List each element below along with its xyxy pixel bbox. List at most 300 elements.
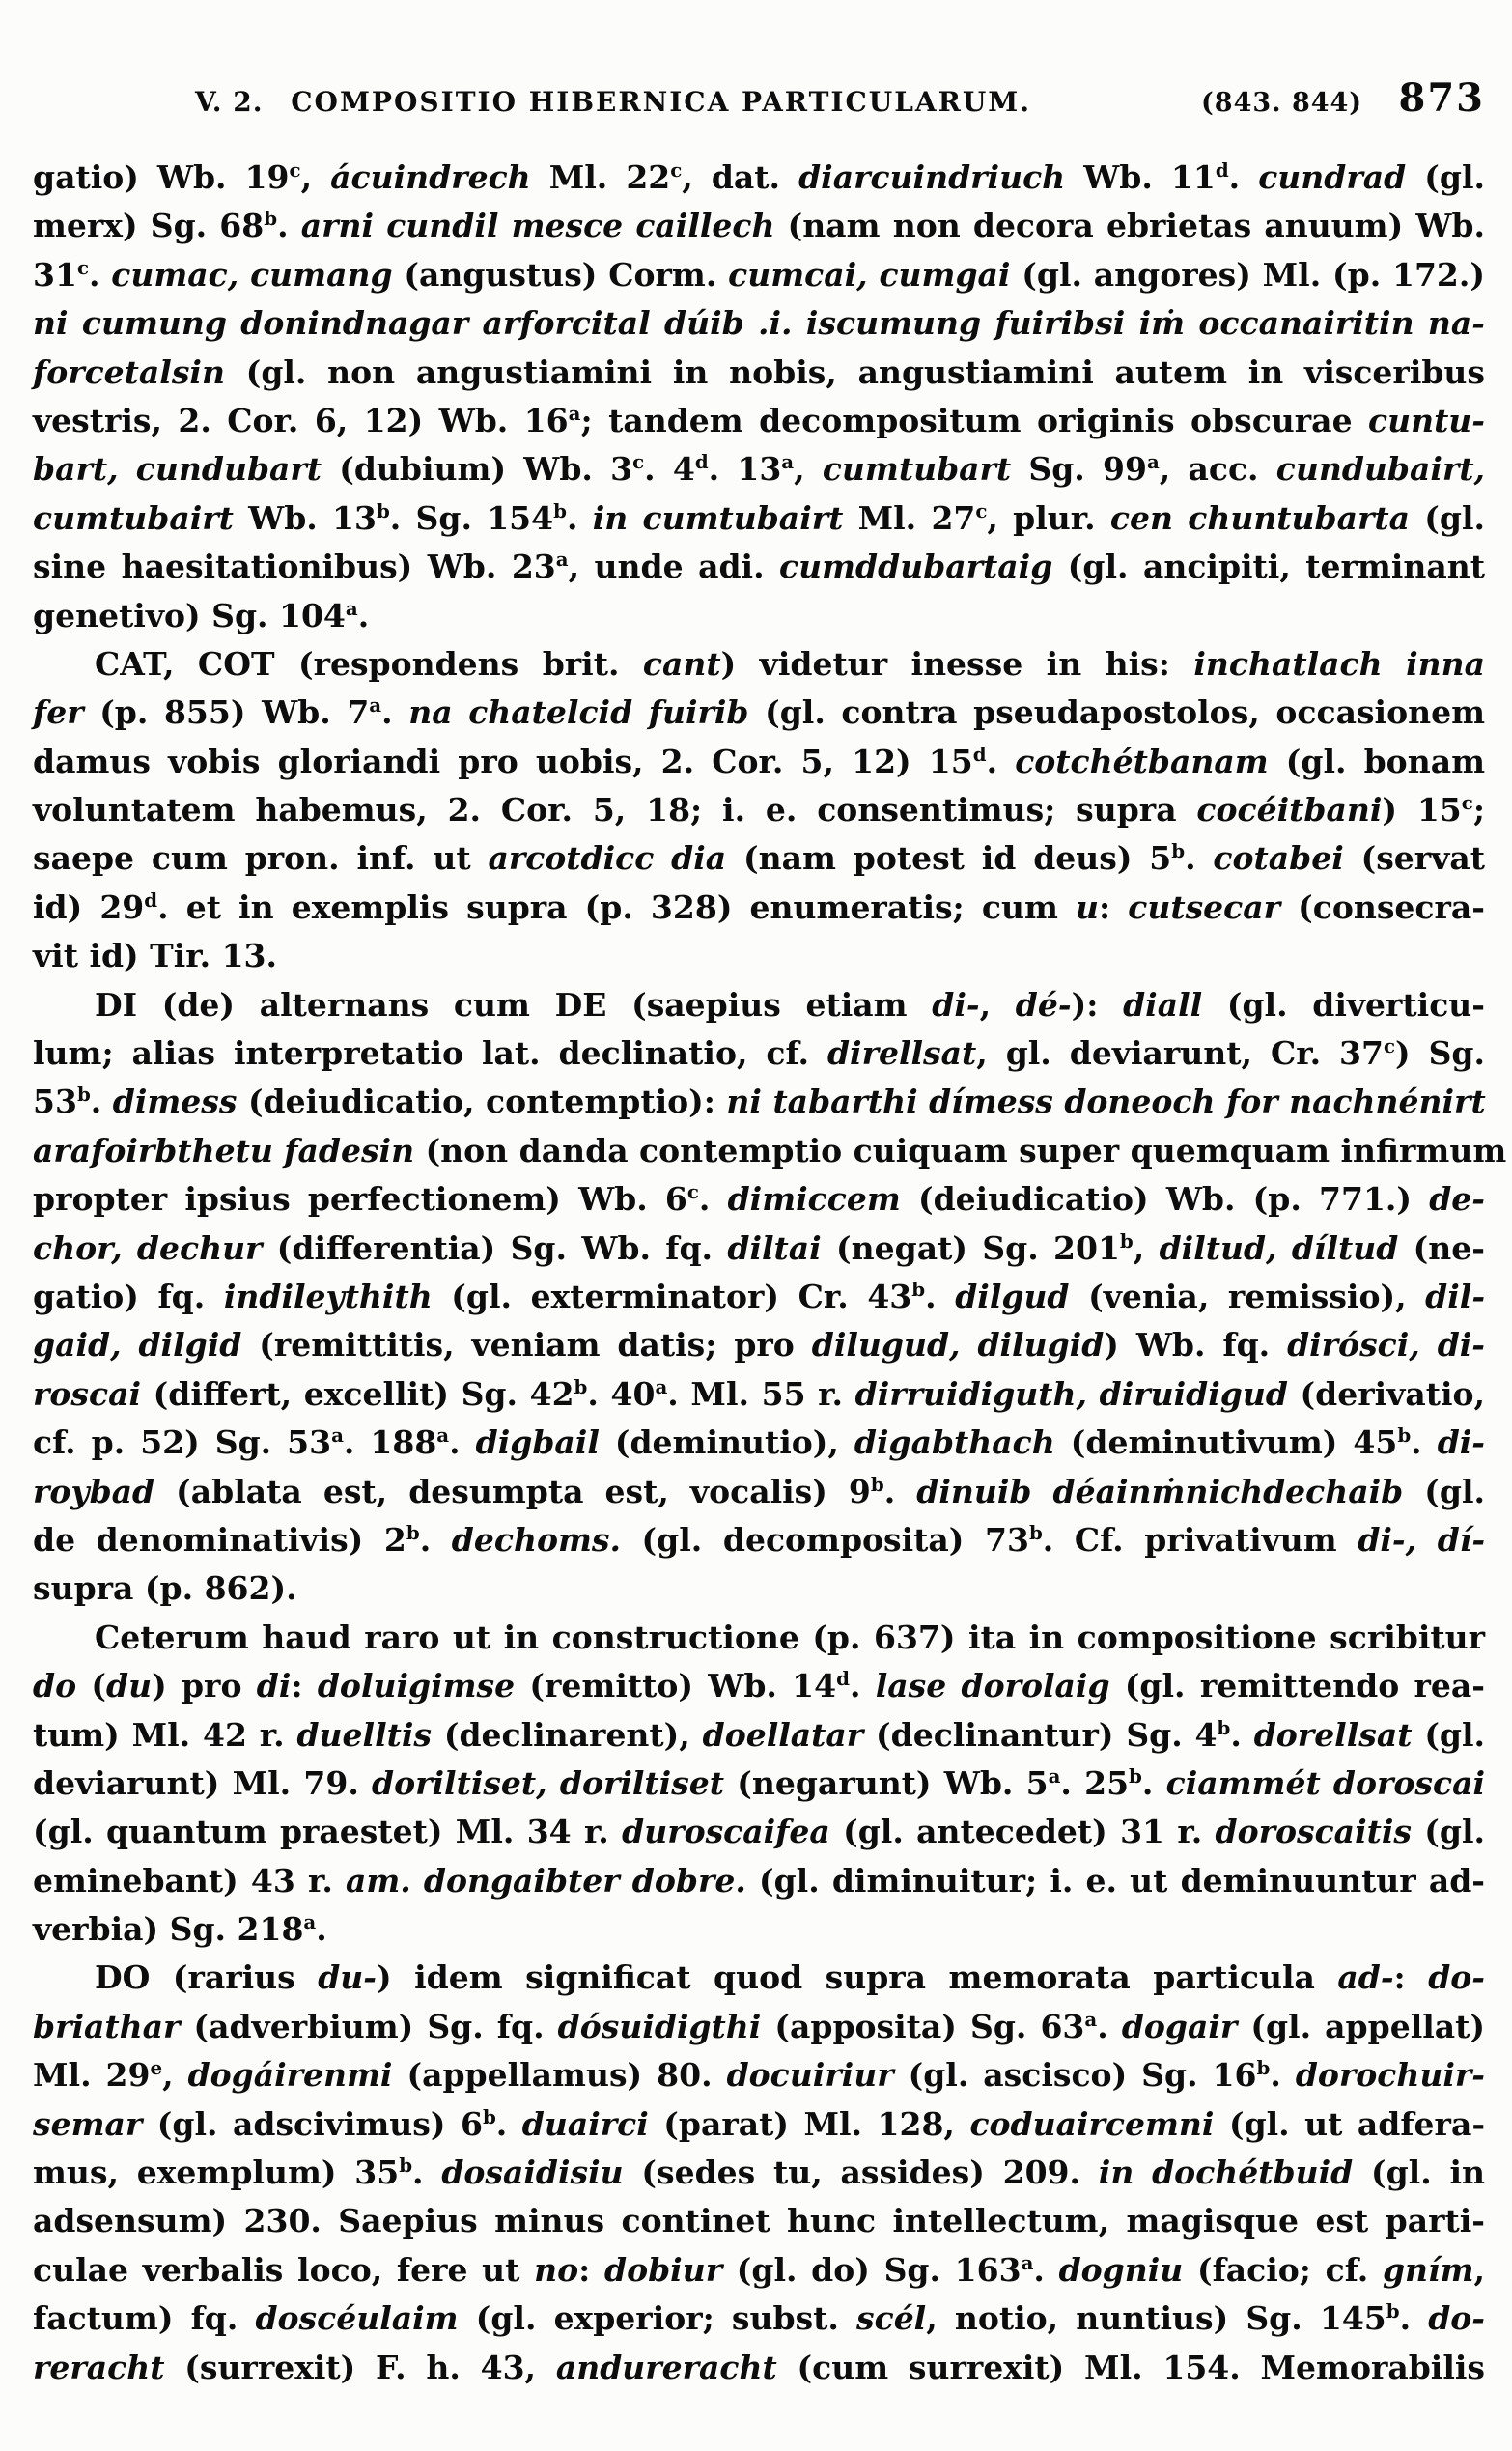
text-run: , xyxy=(794,450,823,489)
irish-term: coduaircemni xyxy=(969,2104,1215,2143)
irish-term: in dochétbuid xyxy=(1098,2154,1354,2192)
irish-term: ácuindrech xyxy=(330,158,531,196)
running-title: COMPOSITIO HIBERNICA PARTICULARUM. xyxy=(291,86,1032,118)
section-label: V. 2. xyxy=(194,86,264,118)
text-run: . xyxy=(277,207,301,245)
text-run: . Cf. privativum xyxy=(1042,1520,1358,1559)
text-run: (ablata est, desumpta est, vocalis) 9 xyxy=(154,1472,871,1510)
irish-term: doriltiset, doriltiset xyxy=(372,1763,725,1802)
text-line xyxy=(33,640,1485,689)
superscript-folio-letter: b xyxy=(1129,1763,1142,1788)
text-line xyxy=(33,1273,1485,1321)
irish-term: ad- xyxy=(1337,1958,1394,1997)
superscript-folio-letter: b xyxy=(264,207,278,231)
text-run: verbia) Sg. 218 xyxy=(33,1910,304,1949)
irish-term: no xyxy=(534,2250,579,2289)
text-run: . xyxy=(1097,2007,1122,2045)
text-run: (ne- xyxy=(1398,1228,1485,1267)
text-run: (servat xyxy=(1343,839,1485,878)
text-run: mus, exemplum) 35 xyxy=(33,2154,400,2192)
text-run: (gl. do) Sg. 163 xyxy=(722,2250,1022,2289)
text-run: (nam potest id deus) 5 xyxy=(726,839,1172,878)
irish-term: cumtubart xyxy=(822,450,1012,489)
superscript-folio-letter: b xyxy=(574,1374,588,1398)
text-run: merx) Sg. 68 xyxy=(33,207,265,245)
irish-term: bart, cundubart xyxy=(33,450,322,489)
text-run: (gl. xyxy=(1410,498,1485,537)
text-run: (derivatio, xyxy=(1287,1374,1485,1413)
irish-term: dechoms. xyxy=(451,1520,621,1559)
superscript-folio-letter: a xyxy=(1021,2250,1034,2274)
irish-term: duroscaifea xyxy=(622,1813,830,1851)
text-run: (gl. contra pseudapostolos, occasionem xyxy=(748,693,1485,732)
text-run: (gl. bonam xyxy=(1268,742,1485,780)
superscript-folio-letter: b xyxy=(1217,1715,1231,1739)
text-run: ; tandem decompositum originis obscurae xyxy=(580,401,1368,439)
text-run: voluntatem habemus, 2. Cor. 5, 18; i. e. consentimus; supra xyxy=(33,791,1197,830)
text-run: vit id) Tir. 13. xyxy=(33,937,277,975)
superscript-folio-letter: b xyxy=(399,2154,413,2178)
text-run: Ceterum haud raro ut in constructione (p. 637) ita in compositione scribitur xyxy=(95,1618,1485,1656)
text-run: Wb. 13 xyxy=(233,498,377,537)
text-run: eminebant) 43 r. xyxy=(33,1861,346,1900)
text-run: (gl. appellat) xyxy=(1237,2007,1486,2045)
irish-term: diltud, díltud xyxy=(1159,1228,1399,1267)
text-line xyxy=(33,1225,1485,1273)
irish-term: cen chuntubarta xyxy=(1109,498,1411,537)
text-line xyxy=(33,1614,1485,1662)
superscript-folio-letter: a xyxy=(1084,2007,1098,2031)
text-line xyxy=(33,1564,1485,1613)
text-run: . xyxy=(412,2154,442,2192)
text-run: (appellamus) 80. xyxy=(392,2056,727,2095)
text-line xyxy=(33,689,1485,737)
superscript-folio-letter: b xyxy=(1119,1228,1134,1253)
text-line xyxy=(33,1468,1485,1516)
irish-term: am. dongaibter dobre. xyxy=(345,1861,746,1900)
text-run: id) 29 xyxy=(33,887,145,926)
text-run: , xyxy=(300,158,331,196)
irish-term: di xyxy=(256,1667,292,1705)
text-line xyxy=(33,2197,1485,2245)
text-run: (cum surrexit) Ml. 154. Memorabilis xyxy=(776,2348,1485,2386)
text-run: . xyxy=(1230,1715,1254,1754)
superscript-folio-letter: a xyxy=(655,1374,668,1398)
irish-term: reracht xyxy=(33,2348,165,2386)
text-run: . 40 xyxy=(587,1374,656,1413)
text-run: ) pro xyxy=(152,1667,257,1705)
text-run: deviarunt) Ml. 79. xyxy=(33,1763,373,1802)
text-run: . 25 xyxy=(1060,1763,1130,1802)
text-line xyxy=(33,1760,1485,1808)
irish-term: digabthach xyxy=(854,1423,1055,1462)
text-run: (remitto) Wb. 14 xyxy=(515,1667,837,1705)
superscript-folio-letter: b xyxy=(376,498,390,522)
text-line xyxy=(33,1857,1485,1905)
irish-term: dirruidiguth, diruidigud xyxy=(854,1374,1288,1413)
text-line xyxy=(33,1078,1485,1126)
text-run: (gl. diverticu- xyxy=(1202,985,1485,1024)
text-run: Ml. 22 xyxy=(530,158,671,196)
text-run: ) idem significat quod supra memorata particula xyxy=(376,1958,1338,1997)
text-run: saepe cum pron. inf. ut xyxy=(33,839,489,878)
body-text-block xyxy=(33,154,1507,2392)
text-line xyxy=(33,2246,1485,2295)
irish-term: na chatelcid fuirib xyxy=(408,693,749,732)
text-run: vestris, 2. Cor. 6, 12) Wb. 16 xyxy=(33,401,569,439)
text-run: tum) Ml. 42 r. xyxy=(33,1715,297,1754)
superscript-folio-letter: a xyxy=(303,1910,317,1934)
superscript-folio-letter: a xyxy=(1146,450,1160,474)
irish-term: dosaidisiu xyxy=(441,2154,624,2192)
irish-term: inchatlach inna xyxy=(1193,644,1485,683)
irish-term: cundrad xyxy=(1258,158,1407,196)
text-run: 31 xyxy=(33,255,77,294)
text-run: gatio) Wb. 19 xyxy=(33,158,290,196)
text-line xyxy=(33,397,1485,445)
irish-term: doellatar xyxy=(702,1715,864,1754)
text-run: . xyxy=(849,1667,876,1705)
text-run: (gl. ascisco) Sg. 16 xyxy=(893,2056,1257,2095)
text-line xyxy=(33,2100,1485,2149)
irish-term: dogáirenmi xyxy=(187,2056,393,2095)
irish-term: du xyxy=(106,1667,153,1705)
text-run: (gl. antecedet) 31 r. xyxy=(829,1813,1216,1851)
irish-term: scél xyxy=(856,2299,927,2338)
text-run: culae verbalis loco, fere ut xyxy=(33,2250,535,2289)
text-run: ( xyxy=(76,1667,106,1705)
text-line xyxy=(33,2003,1485,2051)
text-run: adsensum) 230. Saepius minus continet hunc intellectum, magisque est parti- xyxy=(33,2202,1485,2240)
superscript-folio-letter: a xyxy=(369,693,382,718)
irish-term: chor, dechur xyxy=(33,1228,263,1267)
page-header-right xyxy=(1201,75,1485,121)
text-run: (differt, excellit) Sg. 42 xyxy=(141,1374,574,1413)
text-run: (gl. diminuitur; i. e. ut deminuuntur ad- xyxy=(745,1861,1485,1900)
irish-term: dobiur xyxy=(604,2250,723,2289)
superscript-folio-letter: c xyxy=(1383,1034,1396,1058)
text-run: . xyxy=(925,1277,956,1315)
irish-term: duelltis xyxy=(296,1715,432,1754)
text-run: . xyxy=(419,1520,452,1559)
superscript-folio-letter: b xyxy=(482,2104,496,2128)
irish-term: cumddubartaig xyxy=(779,548,1053,586)
text-run: (gl. non angustiamini in nobis, angustiamini autem in visceribus xyxy=(224,352,1485,391)
irish-term: in cumtubairt xyxy=(592,498,844,537)
text-run: . Ml. 55 r. xyxy=(667,1374,855,1413)
irish-term: du- xyxy=(318,1958,377,1997)
superscript-folio-letter: b xyxy=(1386,2299,1400,2324)
text-run: . xyxy=(1033,2250,1059,2289)
text-run: . xyxy=(357,596,370,634)
irish-term: indileythith xyxy=(223,1277,433,1315)
irish-term: u xyxy=(1075,887,1099,926)
text-run: DO (rarius xyxy=(95,1958,319,1997)
text-line xyxy=(33,981,1485,1029)
irish-term: diarcuindriuch xyxy=(798,158,1066,196)
irish-term: andureracht xyxy=(555,2348,777,2386)
text-line xyxy=(33,834,1485,883)
superscript-folio-letter: d xyxy=(836,1667,850,1691)
text-run: . xyxy=(566,498,593,537)
irish-term: doscéulaim xyxy=(255,2299,459,2338)
text-line xyxy=(33,251,1485,299)
text-run: (deiudicatio, contemptio): xyxy=(237,1083,727,1121)
text-run: (gl. xyxy=(1411,1813,1486,1851)
irish-term: di- xyxy=(932,985,980,1024)
superscript-folio-letter: b xyxy=(1256,2056,1271,2080)
irish-term: dimiccem xyxy=(727,1180,901,1219)
text-run: ) Wb. fq. xyxy=(1104,1326,1288,1365)
text-run: (surrexit) F. h. 43, xyxy=(164,2348,556,2386)
superscript-folio-letter: c xyxy=(670,158,683,182)
irish-term: arafoirbthetu fadesin xyxy=(33,1131,415,1169)
superscript-folio-letter: c xyxy=(76,255,89,279)
text-run: (p. 855) Wb. 7 xyxy=(83,693,370,732)
irish-term: roscai xyxy=(33,1374,141,1413)
text-line xyxy=(33,349,1485,397)
text-run: damus vobis gloriandi pro uobis, 2. Cor. 5, 12) 15 xyxy=(33,742,973,780)
text-run: (adverbium) Sg. fq. xyxy=(180,2007,558,2045)
irish-term: lase dorolaig xyxy=(875,1667,1110,1705)
text-run: (gl. xyxy=(1412,1715,1486,1754)
text-run: . xyxy=(1141,1763,1166,1802)
text-line xyxy=(33,1711,1485,1760)
text-run: (gl. quantum praestet) Ml. 34 r. xyxy=(33,1813,623,1851)
irish-term: doroscaitis xyxy=(1215,1813,1412,1851)
text-run: . xyxy=(88,255,112,294)
text-run: DI (de) alternans cum DE (saepius etiam xyxy=(95,985,933,1024)
irish-term: dirósci, di- xyxy=(1287,1326,1485,1365)
text-line xyxy=(33,494,1485,543)
text-run: , unde adi. xyxy=(568,548,780,586)
superscript-folio-letter: a xyxy=(331,1423,344,1448)
text-line xyxy=(33,2295,1485,2343)
superscript-folio-letter: a xyxy=(555,548,569,572)
text-run: lum; alias interpretatio lat. declinatio, cf. xyxy=(33,1034,827,1073)
text-run: ; xyxy=(1472,791,1485,830)
text-run: . xyxy=(1270,2056,1296,2095)
text-run: (negat) Sg. 201 xyxy=(821,1228,1120,1267)
text-run: . xyxy=(1399,2299,1429,2338)
irish-term: arni cundil mesce caillech xyxy=(300,207,775,245)
text-run: Wb. 11 xyxy=(1065,158,1216,196)
irish-term: forcetalsin xyxy=(33,352,225,391)
text-run: (non danda contemptio cuiquam super quemquam infirmum xyxy=(414,1131,1507,1169)
text-run: , xyxy=(979,985,1016,1024)
text-line xyxy=(33,1419,1485,1467)
irish-term: direllsat xyxy=(826,1034,977,1073)
superscript-folio-letter: b xyxy=(1028,1520,1043,1544)
irish-term: briathar xyxy=(33,2007,181,2045)
irish-term: arcotdicc dia xyxy=(488,839,727,878)
text-run: (differentia) Sg. Wb. fq. xyxy=(262,1228,728,1267)
text-run: . xyxy=(1411,1423,1438,1462)
text-run: (venia, remissio), xyxy=(1069,1277,1426,1315)
text-run: , xyxy=(162,2056,188,2095)
superscript-folio-letter: b xyxy=(76,1083,91,1107)
text-run: (gl. in xyxy=(1353,2154,1486,2192)
text-run: CAT, COT (respondens brit. xyxy=(95,644,643,683)
text-run: . xyxy=(90,1083,113,1121)
text-line xyxy=(33,543,1485,591)
text-run: (gl. ut adfera- xyxy=(1214,2104,1486,2143)
text-run: (gl. remittendo rea- xyxy=(1109,1667,1485,1705)
text-line xyxy=(33,1321,1485,1369)
text-run: . xyxy=(1185,839,1214,878)
text-line xyxy=(33,202,1485,250)
irish-term: diltai xyxy=(727,1228,822,1267)
text-run: (deminutivum) 45 xyxy=(1054,1423,1398,1462)
irish-term: dé- xyxy=(1015,985,1072,1024)
text-run: (remittitis, veniam datis; pro xyxy=(241,1326,812,1365)
text-run: de denominativis) 2 xyxy=(33,1520,406,1559)
text-run: . xyxy=(449,1423,476,1462)
superscript-folio-letter: b xyxy=(870,1472,884,1496)
text-run: . Sg. 154 xyxy=(389,498,554,537)
text-run: . xyxy=(381,693,409,732)
text-line xyxy=(33,932,1485,980)
text-run: . xyxy=(495,2104,522,2143)
irish-term: dogniu xyxy=(1058,2250,1184,2289)
irish-term: cutsecar xyxy=(1128,887,1281,926)
irish-term: dinuib déainṁnichdechaib xyxy=(916,1472,1404,1510)
irish-term: dil- xyxy=(1425,1277,1486,1315)
text-run: (negarunt) Wb. 5 xyxy=(724,1763,1049,1802)
text-run: (parat) Ml. 128, xyxy=(648,2104,970,2143)
text-run: (gl. adscivimus) 6 xyxy=(142,2104,483,2143)
text-run: (nam non decora ebrietas anuum) Wb. xyxy=(774,207,1485,245)
irish-term: cotabei xyxy=(1213,839,1344,878)
irish-term: gním xyxy=(1382,2250,1474,2289)
irish-term: fer xyxy=(33,693,84,732)
text-line xyxy=(33,1029,1485,1078)
text-run: , plur. xyxy=(987,498,1110,537)
text-line xyxy=(33,884,1485,932)
text-run: , acc. xyxy=(1159,450,1276,489)
text-line xyxy=(33,154,1485,202)
text-run: (angustus) Corm. xyxy=(392,255,729,294)
irish-term: cundubairt, xyxy=(1275,450,1486,489)
text-line xyxy=(33,299,1485,348)
text-run: . 13 xyxy=(708,450,782,489)
text-run: ): xyxy=(1071,985,1124,1024)
irish-term: cocéitbani xyxy=(1196,791,1383,830)
text-run: ) 15 xyxy=(1382,791,1462,830)
superscript-folio-letter: c xyxy=(686,1180,699,1204)
superscript-folio-letter: b xyxy=(1171,839,1186,863)
text-run: (gl. ancipiti, terminant xyxy=(1052,548,1485,586)
text-run: (gl. exterminator) Cr. 43 xyxy=(432,1277,912,1315)
text-line xyxy=(33,1662,1485,1710)
superscript-folio-letter: a xyxy=(345,596,358,620)
irish-term: dósuidigthi xyxy=(557,2007,762,2045)
page-number: 873 xyxy=(1398,75,1485,121)
text-run: . xyxy=(698,1180,728,1219)
text-run: : xyxy=(291,1667,318,1705)
text-line xyxy=(33,1127,1507,1175)
text-run: 53 xyxy=(33,1083,77,1121)
irish-term: dilgud xyxy=(955,1277,1070,1315)
text-line xyxy=(33,1516,1485,1564)
text-run: . 188 xyxy=(343,1423,437,1462)
text-run: . xyxy=(1228,158,1259,196)
irish-term: ciammét doroscai xyxy=(1165,1763,1485,1802)
irish-term: semar xyxy=(33,2104,143,2143)
irish-term: cuntu- xyxy=(1367,401,1485,439)
irish-term: dogair xyxy=(1121,2007,1238,2045)
text-run: . xyxy=(883,1472,917,1510)
text-run: , notio, nuntius) Sg. 145 xyxy=(926,2299,1386,2338)
text-line xyxy=(33,738,1485,786)
text-run: propter ipsius perfectionem) Wb. 6 xyxy=(33,1180,687,1219)
text-run: . xyxy=(986,742,1016,780)
text-run: (gl. decomposita) 73 xyxy=(620,1520,1029,1559)
irish-term: dimess xyxy=(112,1083,238,1121)
superscript-folio-letter: a xyxy=(436,1423,450,1448)
text-run: (dubium) Wb. 3 xyxy=(322,450,633,489)
text-line xyxy=(33,1808,1485,1856)
text-run: , gl. deviarunt, Cr. 37 xyxy=(976,1034,1384,1073)
text-run: : xyxy=(1393,1958,1429,1997)
page-header xyxy=(33,75,1485,121)
text-line xyxy=(33,1370,1485,1419)
irish-term: roybad xyxy=(33,1472,155,1510)
text-run: cf. p. 52) Sg. 53 xyxy=(33,1423,332,1462)
running-head xyxy=(33,86,1193,118)
superscript-folio-letter: d xyxy=(694,450,709,474)
text-line xyxy=(33,1954,1485,2002)
text-run: ) videtur inesse in his: xyxy=(720,644,1194,683)
irish-term: cotchétbanam xyxy=(1015,742,1269,780)
superscript-folio-letter: c xyxy=(289,158,301,182)
superscript-folio-letter: b xyxy=(1397,1423,1412,1448)
text-line xyxy=(33,2344,1485,2392)
irish-term: duairci xyxy=(521,2104,649,2143)
text-run: , dat. xyxy=(682,158,799,196)
irish-term: di- xyxy=(1437,1423,1485,1462)
text-run: (apposita) Sg. 63 xyxy=(761,2007,1085,2045)
text-run: (gl. angores) Ml. (p. 172.) xyxy=(1010,255,1485,294)
text-run: (declinantur) Sg. 4 xyxy=(863,1715,1218,1754)
text-line xyxy=(33,786,1485,834)
text-run: (deiudicatio) Wb. (p. 771.) xyxy=(900,1180,1430,1219)
superscript-folio-letter: a xyxy=(568,401,581,425)
text-run: (gl. xyxy=(1406,158,1485,196)
text-run: factum) fq. xyxy=(33,2299,256,2338)
superscript-folio-letter: e xyxy=(150,2056,163,2080)
text-run: (gl. experior; subst. xyxy=(458,2299,857,2338)
text-run: gatio) fq. xyxy=(33,1277,224,1315)
superscript-folio-letter: b xyxy=(406,1520,420,1544)
superscript-folio-letter: b xyxy=(911,1277,926,1301)
text-run: , xyxy=(1473,2250,1485,2289)
irish-term: cumac, cumang xyxy=(111,255,393,294)
superscript-folio-letter: c xyxy=(975,498,988,522)
text-run: : xyxy=(1098,887,1129,926)
irish-term: digbail xyxy=(475,1423,600,1462)
irish-term: docuiriur xyxy=(726,2056,894,2095)
text-run: Sg. 99 xyxy=(1011,450,1147,489)
text-run: (gl. xyxy=(1403,1472,1485,1510)
irish-term: ni cumung donindnagar arforcital dúib .i. iscumung fuiribsi iṁ occanairitin na- xyxy=(33,304,1485,343)
irish-term: cumtubairt xyxy=(33,498,234,537)
text-line xyxy=(33,592,1485,640)
irish-term: dorellsat xyxy=(1253,1715,1413,1754)
text-run: . et in exemplis supra (p. 328) enumeratis; cum xyxy=(157,887,1076,926)
text-run: . 4 xyxy=(644,450,695,489)
superscript-folio-letter: c xyxy=(1461,791,1473,815)
